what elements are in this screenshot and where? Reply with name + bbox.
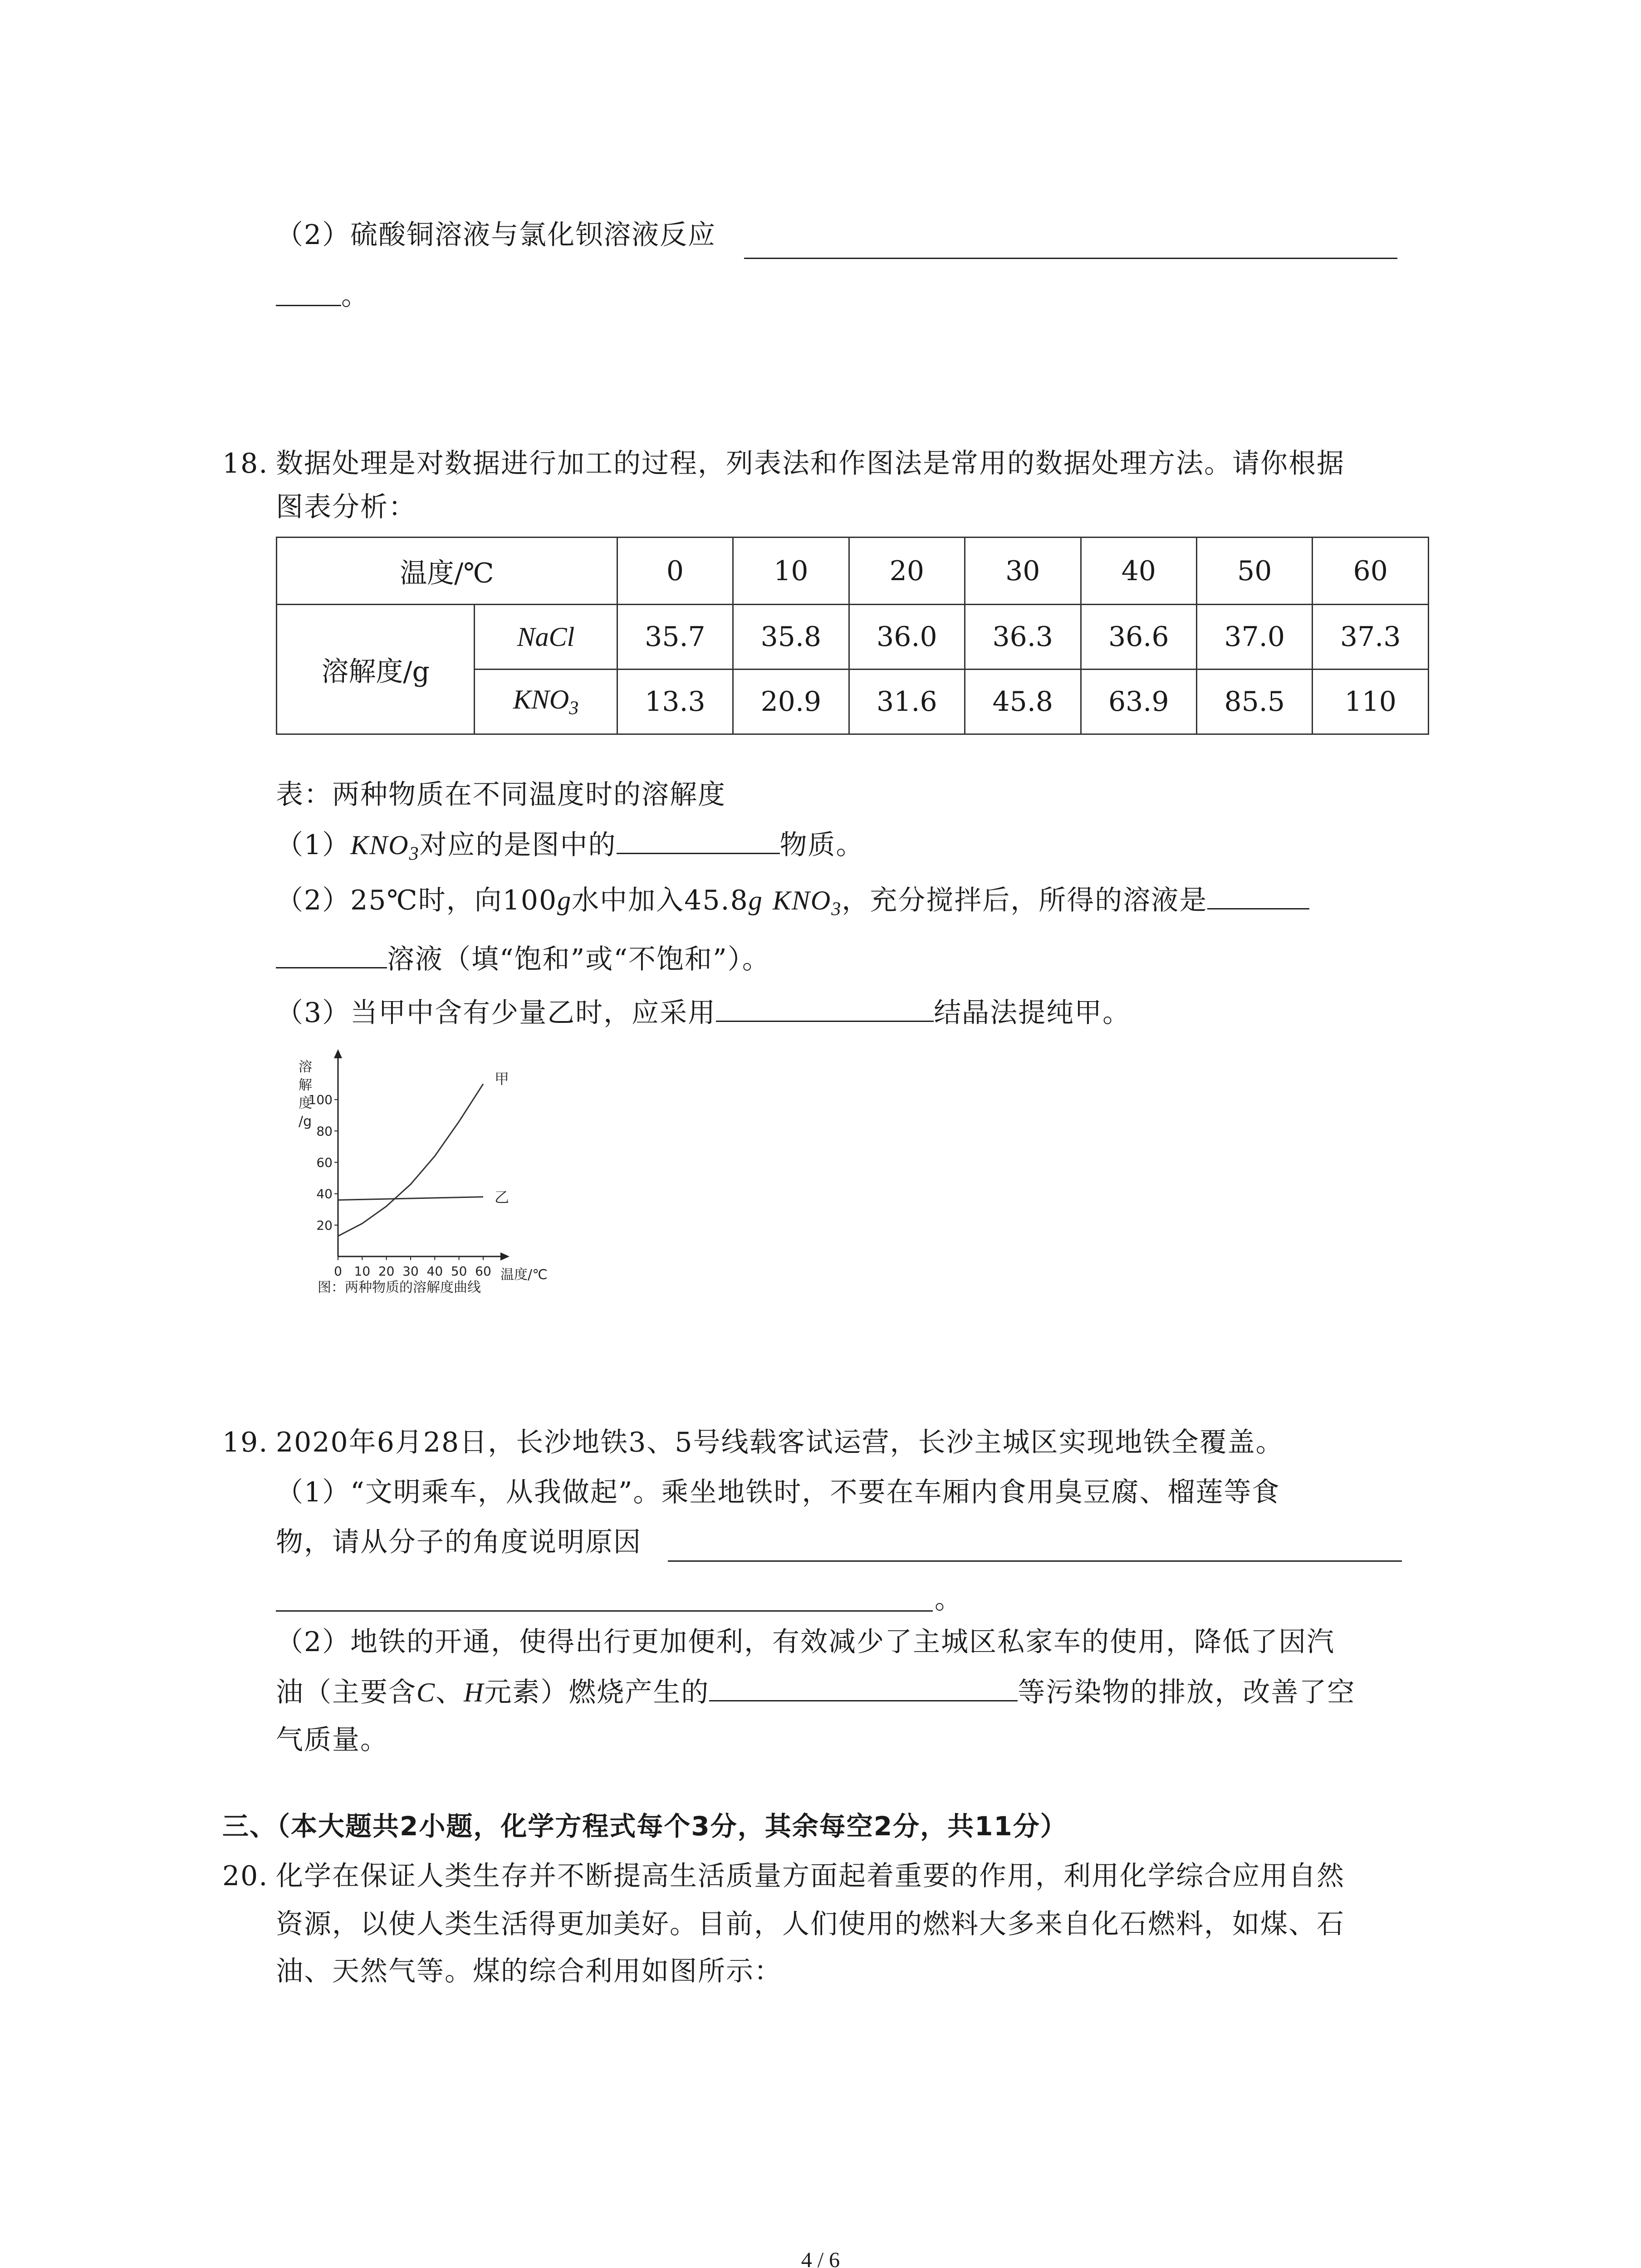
temp-header-text: 温度/℃ — [400, 557, 494, 589]
q18-p3-b: 结晶法提纯甲。 — [934, 997, 1131, 1029]
q19-p2-line1-text: （2）地铁的开通，使得出行更加便利，有效减少了主城区私家车的使用，降低了因汽 — [276, 1626, 1335, 1658]
temp-value: 60 — [1353, 555, 1388, 587]
q18-p1-kno: KNO — [350, 830, 409, 860]
q19-p2-line1 — [276, 1624, 1335, 1660]
kno3-value-cell — [849, 670, 965, 734]
y-tick-label: 60 — [316, 1155, 333, 1170]
temp-cell — [1313, 538, 1429, 605]
q17-answer-blank-2[interactable] — [276, 305, 341, 306]
kno3-value: 85.5 — [1224, 686, 1285, 718]
q18-p1-text: 对应的是图中的 — [419, 829, 617, 861]
q20-number — [222, 1858, 268, 1894]
q18-part1 — [276, 826, 864, 872]
kno3-label-text: KNO — [513, 684, 569, 715]
q18-p2-g2: g — [748, 885, 763, 915]
nacl-value-cell — [1196, 605, 1312, 670]
y-axis-label-char: 度 — [299, 1095, 312, 1111]
temp-cell — [965, 538, 1081, 605]
q17-part2-text: （2）硫酸铜溶液与氯化钡溶液反应 — [276, 219, 716, 251]
kno3-value: 45.8 — [992, 686, 1053, 718]
q18-intro2-text: 图表分析： — [276, 491, 416, 523]
page-number — [0, 2248, 1641, 2268]
x-tick-label: 50 — [451, 1264, 467, 1279]
q19-p1-blank-2[interactable] — [276, 1610, 933, 1612]
q18-intro-line2 — [276, 489, 416, 525]
nacl-value: 36.6 — [1108, 621, 1169, 653]
kno3-value-cell — [1196, 670, 1312, 734]
q18-p2-blank-1[interactable] — [1207, 881, 1309, 909]
q20-line2-text: 资源，以使人类生活得更加美好。目前，人们使用的燃料大多来自化石燃料，如煤、石 — [276, 1908, 1345, 1940]
q19-p2-c-text: 等污染物的排放，改善了空 — [1018, 1677, 1356, 1708]
nacl-value: 36.0 — [877, 621, 937, 653]
q18-part2 — [276, 881, 1309, 928]
q20-line1-text: 化学在保证人类生存并不断提高生活质量方面起着重要的作用，利用化学综合应用自然 — [276, 1860, 1345, 1892]
temp-header-cell — [277, 538, 617, 605]
q20-line2 — [276, 1906, 1345, 1942]
q18-number-text: 18. — [222, 448, 269, 479]
q19-p2-sep: 、 — [436, 1677, 464, 1708]
y-axis-label-char: /g — [299, 1114, 312, 1129]
series-line-yi — [338, 1197, 483, 1200]
series-label: 甲 — [495, 1070, 509, 1088]
q18-p2-blank-2[interactable] — [276, 940, 387, 968]
x-axis-arrow — [500, 1252, 509, 1261]
x-tick-label: 20 — [378, 1264, 395, 1279]
temp-cell — [733, 538, 849, 605]
x-tick-label: 40 — [426, 1264, 443, 1279]
y-tick-label: 20 — [316, 1217, 333, 1233]
q19-p2-h: H — [464, 1677, 485, 1707]
q17-part2 — [276, 217, 716, 253]
nacl-value-cell — [1313, 605, 1429, 670]
nacl-value: 35.7 — [645, 621, 705, 653]
solubility-curve-chart — [290, 1043, 581, 1297]
nacl-value: 35.8 — [760, 621, 822, 653]
q19-p1-line2-text: 物，请从分子的角度说明原因 — [276, 1526, 642, 1558]
nacl-value-cell — [849, 605, 965, 670]
q19-p1-end-text: 。 — [935, 1584, 963, 1615]
q19-p2-line2 — [276, 1673, 1355, 1711]
temp-cell — [617, 538, 733, 605]
nacl-value-cell — [1081, 605, 1196, 670]
temp-value: 50 — [1237, 555, 1272, 587]
q20-line1 — [276, 1858, 1345, 1894]
q20-line3-text: 油、天然气等。煤的综合利用如图所示： — [276, 1955, 782, 1987]
nacl-label-text: NaCl — [517, 621, 575, 652]
temp-value: 40 — [1121, 555, 1156, 587]
q18-p1-num: （1） — [276, 829, 351, 861]
kno3-value-cell — [1313, 670, 1429, 734]
q18-p2-a: （2）25℃时，向100 — [276, 885, 558, 916]
q18-number — [222, 445, 268, 482]
y-tick-label: 100 — [308, 1092, 333, 1108]
table-caption — [276, 777, 726, 813]
solubility-table — [276, 537, 1429, 735]
y-tick-label: 80 — [316, 1124, 333, 1139]
q19-p1-blank-1[interactable] — [668, 1560, 1402, 1562]
q19-p2-b: 元素）燃烧产生的 — [484, 1677, 710, 1708]
nacl-value-cell — [617, 605, 733, 670]
kno3-value-cell — [1081, 670, 1196, 734]
q18-p2-b: 水中加入45.8 — [572, 885, 749, 916]
q18-p2-d: 溶液（填“饱和”或“不饱和”）。 — [387, 943, 770, 975]
section3-title — [222, 1808, 1068, 1844]
kno3-value: 13.3 — [645, 686, 705, 718]
q19-p2-a: 油（主要含 — [276, 1677, 416, 1708]
page-number-text: 4 / 6 — [801, 2248, 840, 2268]
q19-p1-end — [935, 1581, 963, 1618]
table-caption-text: 表：两种物质在不同温度时的溶解度 — [276, 779, 726, 811]
q18-p2-c: ，充分搅拌后，所得的溶液是 — [842, 885, 1208, 916]
q19-number — [222, 1424, 268, 1461]
q18-p1-end: 物质。 — [779, 829, 864, 861]
q17-end — [341, 278, 369, 314]
kno3-label-cell — [475, 670, 617, 734]
q19-p2-blank[interactable] — [709, 1673, 1018, 1701]
q17-end-text: 。 — [341, 280, 369, 312]
q17-answer-blank-1[interactable] — [744, 258, 1397, 259]
x-tick-label: 0 — [334, 1264, 342, 1279]
nacl-value: 37.3 — [1340, 621, 1401, 653]
q18-p2-kno: KNO — [772, 885, 832, 915]
nacl-value: 37.0 — [1224, 621, 1285, 653]
q18-part3 — [276, 993, 1131, 1031]
kno3-value-cell — [965, 670, 1081, 734]
x-tick-label: 10 — [354, 1264, 371, 1279]
nacl-value-cell — [965, 605, 1081, 670]
q19-p2-c: C — [416, 1677, 436, 1707]
y-axis-label-char: 解 — [299, 1077, 312, 1093]
nacl-value: 36.3 — [992, 621, 1053, 653]
temp-cell — [1081, 538, 1196, 605]
kno3-value: 63.9 — [1108, 686, 1169, 718]
temp-value: 0 — [666, 555, 684, 587]
series-line-jia — [338, 1084, 483, 1236]
temp-cell — [1196, 538, 1312, 605]
q18-p2-sub: 3 — [831, 899, 842, 920]
q18-p3-a: （3）当甲中含有少量乙时，应采用 — [276, 997, 716, 1029]
temp-value: 30 — [1005, 555, 1040, 587]
q19-p1-line1-text: （1）“文明乘车，从我做起”。乘坐地铁时，不要在车厢内食用臭豆腐、榴莲等食 — [276, 1476, 1280, 1508]
q18-p1-blank[interactable] — [617, 826, 780, 854]
x-tick-label: 30 — [402, 1264, 419, 1279]
q18-intro-line1 — [276, 445, 1345, 482]
y-axis-arrow — [334, 1049, 342, 1058]
solubility-label-cell — [277, 605, 475, 734]
kno3-value-cell — [733, 670, 849, 734]
nacl-label-cell — [475, 605, 617, 670]
q19-p2-line3-text: 气质量。 — [276, 1724, 388, 1756]
solubility-label-text: 溶解度/g — [321, 655, 430, 688]
table-row-nacl — [277, 605, 1429, 670]
nacl-value-cell — [733, 605, 849, 670]
q20-number-text: 20. — [222, 1860, 269, 1892]
kno3-value: 31.6 — [877, 686, 937, 718]
kno3-label-sub: 3 — [569, 698, 579, 719]
y-axis-label-char: 溶 — [299, 1059, 312, 1075]
q19-number-text: 19. — [222, 1427, 269, 1458]
y-tick-label: 40 — [316, 1186, 333, 1202]
q18-p3-blank[interactable] — [716, 993, 934, 1022]
section3-title-text: 三、（本大题共2小题，化学方程式每个3分，其余每空2分，共11分） — [222, 1811, 1068, 1842]
kno3-value: 20.9 — [760, 686, 822, 718]
q18-p2-g1: g — [557, 885, 572, 915]
q18-p1-sub: 3 — [409, 843, 420, 865]
q19-p2-line3 — [276, 1722, 388, 1758]
x-axis-label: 温度/℃ — [500, 1267, 548, 1283]
q20-line3 — [276, 1953, 782, 1989]
x-tick-label: 60 — [475, 1264, 491, 1279]
temp-value: 20 — [889, 555, 925, 587]
temp-cell — [849, 538, 965, 605]
temp-value: 10 — [774, 555, 808, 587]
q19-p1-line2 — [276, 1524, 642, 1560]
q18-part2-cont — [276, 940, 770, 978]
kno3-value: 110 — [1344, 686, 1396, 718]
q18-intro1-text: 数据处理是对数据进行加工的过程，列表法和作图法是常用的数据处理方法。请你根据 — [276, 448, 1345, 479]
series-label: 乙 — [495, 1188, 509, 1206]
q19-intro — [276, 1424, 1284, 1461]
chart-title: 图：两种物质的溶解度曲线 — [318, 1280, 481, 1295]
q19-p1-line1 — [276, 1474, 1280, 1510]
kno3-value-cell — [617, 670, 733, 734]
table-header-row — [277, 538, 1429, 605]
q19-intro-text: 2020年6月28日，长沙地铁3、5号线载客试运营，长沙主城区实现地铁全覆盖。 — [276, 1427, 1284, 1458]
